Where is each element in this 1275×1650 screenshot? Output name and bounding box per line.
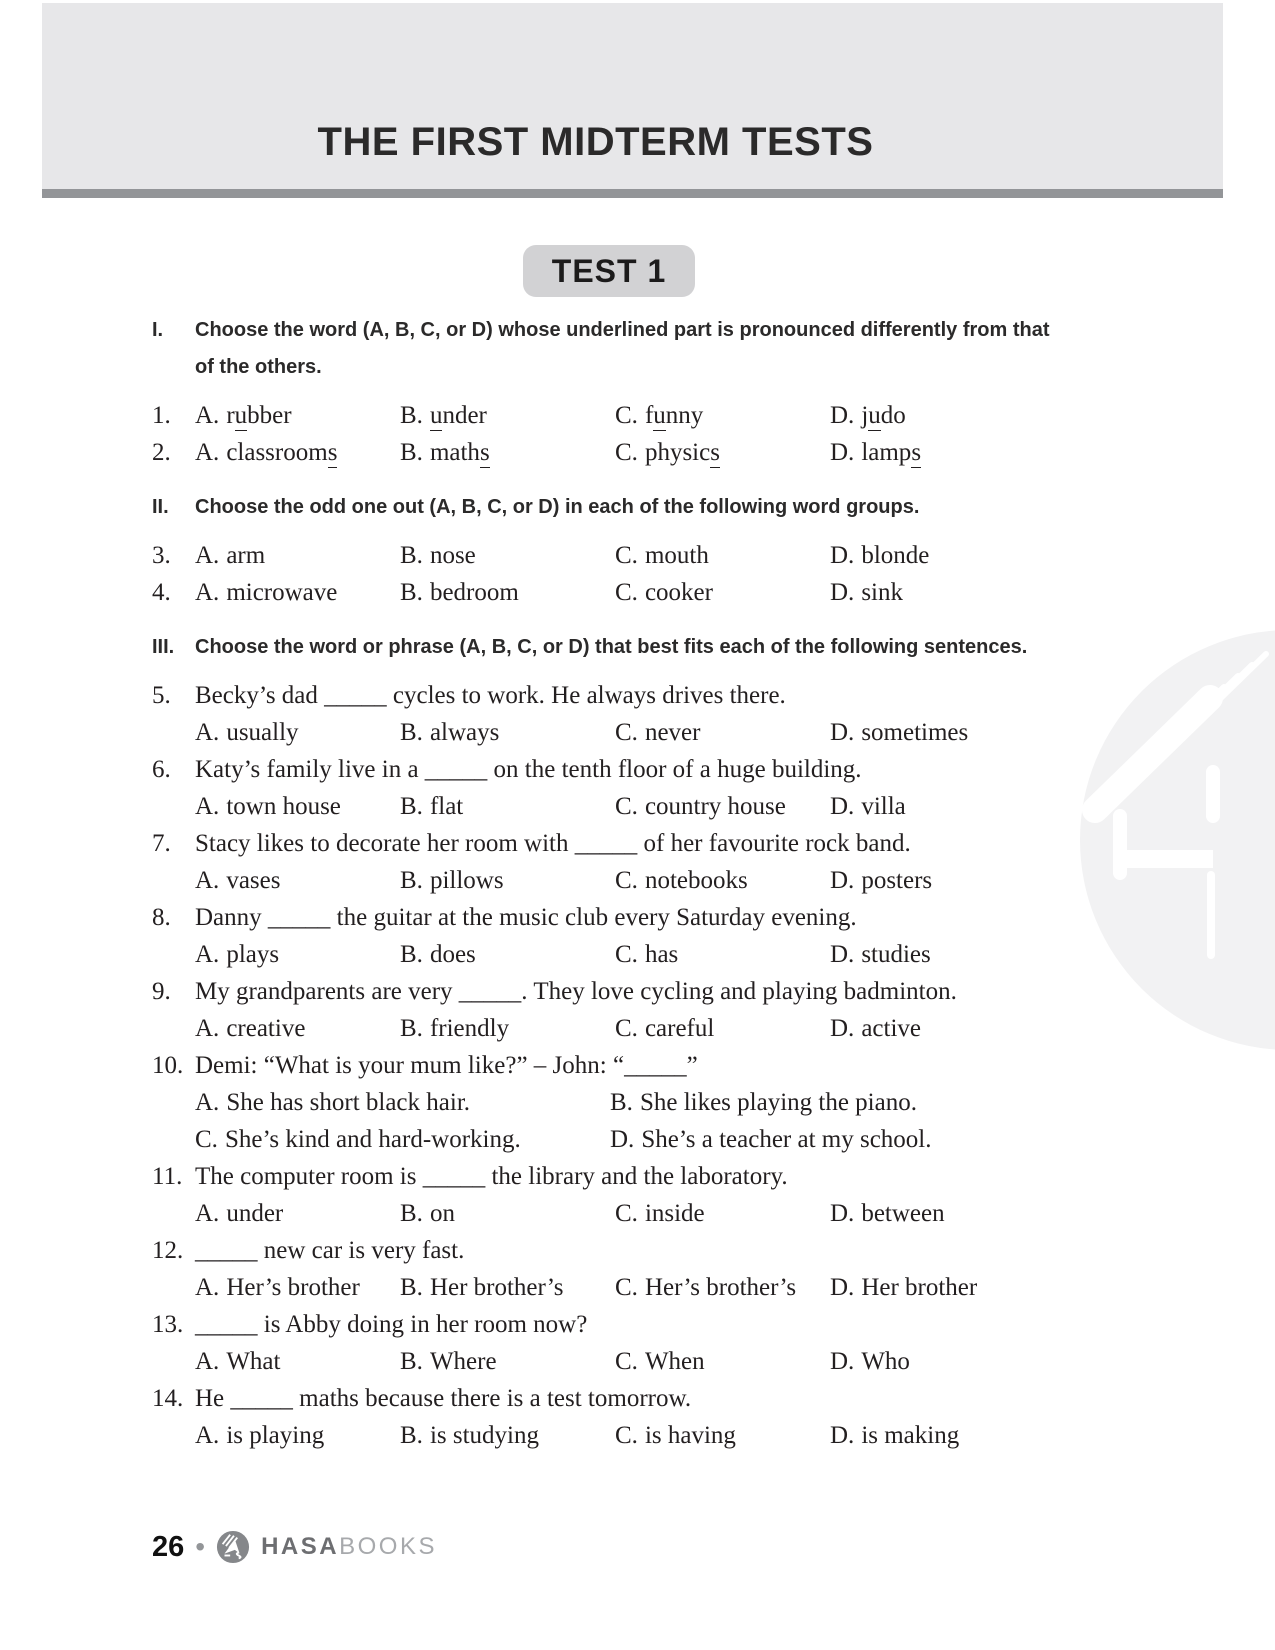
question-number: 12.: [152, 1237, 184, 1264]
option-text: She likes playing the piano.: [639, 1089, 917, 1116]
option-text: nose: [429, 542, 476, 569]
option-label: B.: [400, 579, 423, 606]
question-number-spacer: [152, 714, 195, 751]
option: [400, 574, 615, 611]
options-grid: [195, 434, 1092, 471]
option-text: always: [429, 719, 500, 746]
option: [615, 1195, 830, 1232]
question-number-spacer: [152, 1417, 195, 1454]
question-number-spacer: [152, 1269, 195, 1306]
header-banner: [42, 3, 1223, 189]
underlined-letter: s: [710, 439, 720, 466]
option: [615, 1269, 830, 1306]
option: [400, 1010, 615, 1047]
option: [400, 788, 615, 825]
option-text: villa: [861, 793, 906, 820]
brand-name-light: BOOKS: [339, 1533, 437, 1560]
section: [152, 489, 1092, 611]
question-row: [152, 1232, 1092, 1269]
section-instruction: Choose the word (A, B, C, or D) whose underlined part is pronounced differently from that of the others.: [195, 319, 1050, 378]
option-text: Her brother: [861, 1274, 978, 1301]
question-number-spacer: [152, 1343, 195, 1380]
option-text: plays: [226, 941, 280, 968]
option-label: A.: [195, 579, 220, 606]
option-text: does: [429, 941, 476, 968]
question-options-row: [152, 1010, 1092, 1047]
question-row: [152, 751, 1092, 788]
option-text: blonde: [861, 542, 930, 569]
option-label: A.: [195, 1348, 220, 1375]
option-label: C.: [615, 867, 638, 894]
test-badge-label: TEST 1: [551, 252, 667, 289]
option: [830, 788, 1092, 825]
option: [830, 1010, 1092, 1047]
options-grid: [195, 1195, 1092, 1232]
option-label: D.: [830, 793, 855, 820]
option-text: active: [861, 1015, 921, 1042]
option-text: has: [644, 941, 679, 968]
options-grid: [195, 1010, 1092, 1047]
question-number: 2.: [152, 439, 171, 466]
question-row: [152, 397, 1092, 434]
option-label: D.: [830, 719, 855, 746]
option: [195, 1010, 400, 1047]
option-label: B.: [400, 439, 423, 466]
option-text: Her brother’s: [429, 1274, 564, 1301]
question-number-spacer: [152, 1084, 195, 1158]
question-options-row: [152, 788, 1092, 825]
option-text: studies: [861, 941, 931, 968]
option: [400, 714, 615, 751]
question-row: [152, 537, 1092, 574]
option: [195, 1417, 400, 1454]
section-header: [152, 489, 1092, 526]
question-number: 1.: [152, 402, 171, 429]
question-number-spacer: [152, 788, 195, 825]
option-text: classrooms: [226, 439, 338, 466]
option: [830, 1343, 1092, 1380]
option-text: sometimes: [861, 719, 969, 746]
page-number: 26: [152, 1530, 185, 1563]
option: [615, 1343, 830, 1380]
option: [195, 862, 400, 899]
option-label: C.: [615, 439, 638, 466]
option: [400, 1417, 615, 1454]
option-text: on: [429, 1200, 455, 1227]
option-label: C.: [615, 1015, 638, 1042]
option: [195, 537, 400, 574]
option: [195, 1121, 610, 1158]
question-row: [152, 1047, 1092, 1084]
section: [152, 629, 1092, 1454]
option-label: A.: [195, 1274, 220, 1301]
header-rule: [42, 189, 1223, 198]
underlined-letter: s: [911, 439, 922, 466]
option-label: D.: [830, 1274, 855, 1301]
option-text: inside: [644, 1200, 705, 1227]
question-text: Stacy likes to decorate her room with _____ of her favourite rock band.: [195, 830, 911, 857]
option: [400, 1195, 615, 1232]
option: [195, 397, 400, 434]
question-text: _____ is Abby doing in her room now?: [195, 1311, 588, 1338]
question-row: [152, 677, 1092, 714]
question-options-row: [152, 714, 1092, 751]
options-grid: [195, 1084, 1092, 1158]
option: [830, 574, 1092, 611]
question-options-row: [152, 1195, 1092, 1232]
option: [400, 1269, 615, 1306]
question-number: 8.: [152, 904, 171, 931]
option-text: under: [226, 1200, 284, 1227]
option: [400, 1343, 615, 1380]
option: [615, 788, 830, 825]
option-label: D.: [610, 1126, 635, 1153]
question-options-row: [152, 1343, 1092, 1380]
question-number: 6.: [152, 756, 171, 783]
option-label: C.: [615, 542, 638, 569]
option-text: posters: [861, 867, 933, 894]
option: [615, 1010, 830, 1047]
option-text: arm: [226, 542, 266, 569]
option-label: D.: [830, 542, 855, 569]
question-text: He _____ maths because there is a test tomorrow.: [195, 1385, 692, 1412]
hasabooks-logo-icon: [216, 1530, 250, 1564]
section-header: [152, 629, 1092, 666]
option: [615, 434, 830, 471]
option-text: maths: [429, 439, 490, 466]
option-text: country house: [644, 793, 786, 820]
option: [830, 537, 1092, 574]
question-row: [152, 434, 1092, 471]
option-label: B.: [610, 1089, 633, 1116]
option: [615, 1417, 830, 1454]
option-text: Who: [861, 1348, 910, 1375]
option: [195, 936, 400, 973]
option: [400, 862, 615, 899]
option-text: notebooks: [644, 867, 748, 894]
option-text: sink: [861, 579, 903, 606]
option-label: D.: [830, 402, 855, 429]
option-text: microwave: [226, 579, 338, 606]
option: [830, 1417, 1092, 1454]
option-label: B.: [400, 1274, 423, 1301]
option-text: Her’s brother: [226, 1274, 360, 1301]
option: [195, 788, 400, 825]
option-label: C.: [615, 793, 638, 820]
brand-name-bold: HASA: [261, 1533, 340, 1560]
option-label: D.: [830, 1015, 855, 1042]
option: [610, 1121, 1092, 1158]
option-text: Where: [429, 1348, 497, 1375]
section-numeral: I.: [152, 319, 164, 341]
options-grid: [195, 862, 1092, 899]
question-text: Becky’s dad _____ cycles to work. He always drives there.: [195, 682, 786, 709]
option-text: vases: [226, 867, 281, 894]
question-text: Demi: “What is your mum like?” – John: “_____”: [195, 1052, 698, 1079]
hasa-logo-watermark: [1060, 620, 1275, 1060]
option: [195, 574, 400, 611]
option-label: D.: [830, 1348, 855, 1375]
question-number-spacer: [152, 862, 195, 899]
option-text: usually: [226, 719, 299, 746]
underlined-letter: u: [429, 402, 443, 429]
options-grid: [195, 1343, 1092, 1380]
option-label: B.: [400, 1200, 423, 1227]
option-text: rubber: [226, 402, 292, 429]
option-label: D.: [830, 867, 855, 894]
options-grid: [195, 574, 1092, 611]
option-label: B.: [400, 1422, 423, 1449]
options-grid: [195, 1269, 1092, 1306]
option-text: is making: [861, 1422, 960, 1449]
option: [195, 1195, 400, 1232]
option-text: careful: [644, 1015, 715, 1042]
option-text: judo: [861, 402, 906, 429]
section-numeral: II.: [152, 496, 169, 518]
option-text: She’s a teacher at my school.: [641, 1126, 932, 1153]
question-number-spacer: [152, 936, 195, 973]
section-instruction: Choose the word or phrase (A, B, C, or D) that best fits each of the following sentences.: [195, 636, 1028, 658]
underlined-letter: s: [327, 439, 338, 466]
option: [615, 537, 830, 574]
question-row: [152, 1158, 1092, 1195]
option-label: A.: [195, 402, 220, 429]
option-label: A.: [195, 439, 220, 466]
option-text: friendly: [429, 1015, 510, 1042]
option: [400, 936, 615, 973]
option: [195, 434, 400, 471]
option-text: cooker: [644, 579, 713, 606]
option: [195, 1269, 400, 1306]
option: [830, 714, 1092, 751]
test-badge: [523, 245, 695, 297]
option: [830, 1195, 1092, 1232]
option-text: funny: [644, 402, 704, 429]
question-row: [152, 825, 1092, 862]
option-label: C.: [615, 579, 638, 606]
question-row: [152, 574, 1092, 611]
option-label: B.: [400, 867, 423, 894]
question-text: Danny _____ the guitar at the music club every Saturday evening.: [195, 904, 857, 931]
question-text: My grandparents are very _____. They love cycling and playing badminton.: [195, 978, 957, 1005]
option-text: When: [644, 1348, 705, 1375]
question-options-row: [152, 862, 1092, 899]
option-label: C.: [195, 1126, 218, 1153]
options-grid: [195, 714, 1092, 751]
question-options-row: [152, 936, 1092, 973]
question-text: _____ new car is very fast.: [195, 1237, 465, 1264]
option-label: A.: [195, 1200, 220, 1227]
option-text: is having: [644, 1422, 736, 1449]
option-label: C.: [615, 941, 638, 968]
option-label: C.: [615, 402, 638, 429]
option-label: B.: [400, 719, 423, 746]
option: [195, 714, 400, 751]
options-grid: [195, 397, 1092, 434]
option-label: A.: [195, 941, 220, 968]
option-text: never: [644, 719, 701, 746]
question-number: 3.: [152, 542, 171, 569]
option: [830, 434, 1092, 471]
underlined-letter: s: [479, 439, 490, 466]
option: [615, 862, 830, 899]
section-numeral: III.: [152, 636, 175, 658]
option-text: between: [861, 1200, 945, 1227]
question-text: The computer room is _____ the library and the laboratory.: [195, 1163, 788, 1190]
question-row: [152, 1380, 1092, 1417]
options-grid: [195, 537, 1092, 574]
option-label: C.: [615, 1422, 638, 1449]
underlined-letter: u: [234, 402, 248, 429]
option-label: B.: [400, 542, 423, 569]
option-label: C.: [615, 719, 638, 746]
option: [615, 936, 830, 973]
footer-dot: •: [195, 1531, 206, 1562]
option-label: B.: [400, 1348, 423, 1375]
option: [830, 397, 1092, 434]
option-text: town house: [226, 793, 341, 820]
underlined-letter: u: [868, 402, 881, 429]
option-label: A.: [195, 793, 220, 820]
option-label: B.: [400, 402, 423, 429]
question-number: 10.: [152, 1052, 184, 1079]
option-label: B.: [400, 1015, 423, 1042]
option-label: A.: [195, 1015, 220, 1042]
option: [615, 397, 830, 434]
question-number: 7.: [152, 830, 171, 857]
option-text: is studying: [429, 1422, 539, 1449]
section-header: [152, 312, 1092, 386]
underlined-letter: u: [653, 402, 666, 429]
question-number: 4.: [152, 579, 171, 606]
option-text: is playing: [226, 1422, 325, 1449]
option-text: She’s kind and hard-working.: [224, 1126, 521, 1153]
option-text: physics: [644, 439, 720, 466]
option-label: D.: [830, 579, 855, 606]
option-text: Her’s brother’s: [644, 1274, 797, 1301]
footer: [152, 1530, 437, 1564]
option-label: C.: [615, 1348, 638, 1375]
option: [615, 574, 830, 611]
option-label: C.: [615, 1274, 638, 1301]
option: [610, 1084, 1092, 1121]
option: [195, 1343, 400, 1380]
option-label: A.: [195, 719, 220, 746]
option-text: bedroom: [429, 579, 519, 606]
option-label: D.: [830, 439, 855, 466]
option-label: A.: [195, 542, 220, 569]
options-grid: [195, 1417, 1092, 1454]
option-label: A.: [195, 1089, 220, 1116]
option-label: B.: [400, 941, 423, 968]
option: [400, 537, 615, 574]
option-label: D.: [830, 1422, 855, 1449]
brand-name: [261, 1533, 437, 1561]
option: [400, 397, 615, 434]
option-text: lamps: [861, 439, 922, 466]
option-label: D.: [830, 1200, 855, 1227]
option-label: A.: [195, 1422, 220, 1449]
question-options-row: [152, 1084, 1092, 1158]
question-text: Katy’s family live in a _____ on the tenth floor of a huge building.: [195, 756, 862, 783]
option-label: B.: [400, 793, 423, 820]
option-text: pillows: [429, 867, 504, 894]
content: [152, 312, 1092, 1454]
option-label: C.: [615, 1200, 638, 1227]
option-text: creative: [226, 1015, 306, 1042]
question-row: [152, 899, 1092, 936]
section-instruction: Choose the odd one out (A, B, C, or D) in each of the following word groups.: [195, 496, 920, 518]
page-title: THE FIRST MIDTERM TESTS: [317, 120, 874, 164]
question-number: 9.: [152, 978, 171, 1005]
options-grid: [195, 788, 1092, 825]
option-text: under: [429, 402, 487, 429]
question-row: [152, 1306, 1092, 1343]
option: [195, 1084, 610, 1121]
question-number: 5.: [152, 682, 171, 709]
option-text: She has short black hair.: [226, 1089, 471, 1116]
question-number: 14.: [152, 1385, 184, 1412]
question-number: 11.: [152, 1163, 183, 1190]
question-row: [152, 973, 1092, 1010]
option: [830, 1269, 1092, 1306]
question-options-row: [152, 1417, 1092, 1454]
question-number: 13.: [152, 1311, 184, 1338]
options-grid: [195, 936, 1092, 973]
option: [400, 434, 615, 471]
option: [830, 862, 1092, 899]
option-label: A.: [195, 867, 220, 894]
question-number-spacer: [152, 1195, 195, 1232]
option: [830, 936, 1092, 973]
section: [152, 312, 1092, 471]
option: [615, 714, 830, 751]
option-label: D.: [830, 941, 855, 968]
option-text: What: [226, 1348, 281, 1375]
question-options-row: [152, 1269, 1092, 1306]
option-text: flat: [429, 793, 464, 820]
question-number-spacer: [152, 1010, 195, 1047]
option-text: mouth: [644, 542, 709, 569]
